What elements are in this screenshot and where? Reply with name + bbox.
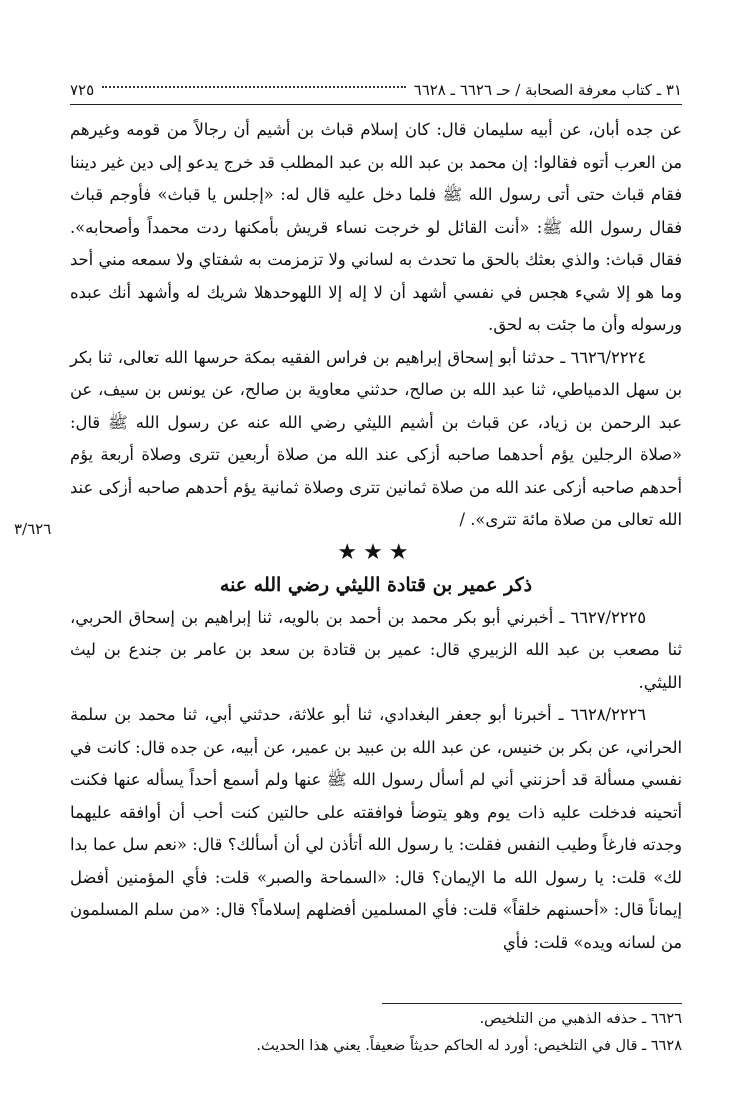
- header-dotted-leader: [102, 86, 405, 88]
- section-heading: ذكر عمير بن قتادة الليثي رضي الله عنه: [219, 574, 533, 596]
- hadith-6626: ٦٦٢٦/٢٢٢٤ ـ حدثنا أبو إسحاق إبراهيم بن فراس الفقيه بمكة حرسها الله تعالى، ثنا بكر بن سهل الدمياطي، ثنا عبد الله بن صالح، حدثني معاوية بن صالح، عن يونس بن سيف، عن عبد الرحمن بن زياد، عن قباث بن أشيم الليثي رضي الله عنه عن رسول الله ﷺ قال: «صلاة الرجلين يؤم أحدهما صاحبه أزكى عند الله من صلاة أربعين تترى وصلاة أربعة يؤم أحدهم صاحبه أزكى عند الله من صلاة ثمانين تترى وصلاة ثمانية يؤم أحدهم صاحبه أزكى عند الله تعالى من صلاة مائة تترى». /: [70, 347, 682, 529]
- footnote-6628: ٦٦٢٨ ـ قال في التلخيص: أورد له الحاكم حديثاً ضعيفاً. يعني هذا الحديث.: [256, 1038, 682, 1054]
- hadith-6628: ٦٦٢٨/٢٢٢٦ ـ أخبرنا أبو جعفر البغدادي، ثنا أبو علاثة، حدثني أبي، ثنا محمد بن سلمة الحراني، عن بكر بن خنيس، عن عبد الله بن عبيد بن عمير، عن أبيه، عن جده قال: كانت في نفسي مسألة قد أحزنني أني لم أسأل رسول الله ﷺ عنها ولم أسمع أحداً يسأله عنها فكنت أتحينه فدخلت عليه ذات يوم وهو يتوضأ فوافقته على حالتين كنت أحب أن أوافقه عليهما وجدته فارغاً وطيب النفس فقلت: يا رسول الله أتأذن لي أن أسألك؟ قال: «نعم سل عما بدا لك» قلت: يا رسول الله ما الإيمان؟ قال: «السماحة والصبر» قلت: فأي المؤمنين أفضل إيماناً قال: «أحسنهم خلقاً» قلت: فأي المسلمين أفضلهم إسلاماً؟ قال: «من سلم المسلمون من لسانه ويده» قلت: فأي: [70, 705, 682, 952]
- page-number: ٧٢٥: [70, 81, 95, 99]
- footnote-divider: [382, 1003, 682, 1004]
- main-text: [70, 114, 682, 959]
- hadith-6627: ٦٦٢٧/٢٢٢٥ ـ أخبرني أبو بكر محمد بن أحمد بن بالويه، ثنا إبراهيم بن إسحاق الحربي، ثنا مصعب بن عبد الله الزبيري قال: عمير بن قتادة بن سعد بن عامر بن جندع بن ليث الليثي.: [70, 607, 682, 692]
- margin-reference: ٣/٦٢٦: [14, 520, 52, 538]
- header-title: ٣١ ـ كتاب معرفة الصحابة / حـ ٦٦٢٦ ـ ٦٦٢٨: [413, 81, 682, 99]
- section-separator: ★★★: [337, 539, 415, 565]
- paragraph-continuation: عن جده أبان، عن أبيه سليمان قال: كان إسلام قباث بن أشيم أن رجالاً من قومه وغيرهم من العرب أتوه فقالوا: إن محمد بن عبد الله بن عبد المطلب قد خرج يدعو إلى دين غير ديننا فقام قباث حتى أتى رسول الله ﷺ فلما دخل عليه قال له: «إجلس يا قباث» فأوجم قباث فقال رسول الله ﷺ: «أنت القائل لو خرجت نساء قريش بأمكنها ردت محمداً وأصحابه». فقال قباث: والذي بعثك بالحق ما تحدث به لساني ولا تزمزمت به شفتاي ولا سمعه مني أحد وما هو إلا شيء هجس في نفسي أشهد أن لا إله إلا اللهوحدهلا شريك له وأشهد أنك عبده ورسوله وأن ما جئت به لحق.: [70, 120, 682, 334]
- running-header: [70, 76, 682, 105]
- footnotes: [70, 1006, 682, 1060]
- footnote-6626: ٦٦٢٦ ـ حذفه الذهبي من التلخيص.: [479, 1011, 682, 1027]
